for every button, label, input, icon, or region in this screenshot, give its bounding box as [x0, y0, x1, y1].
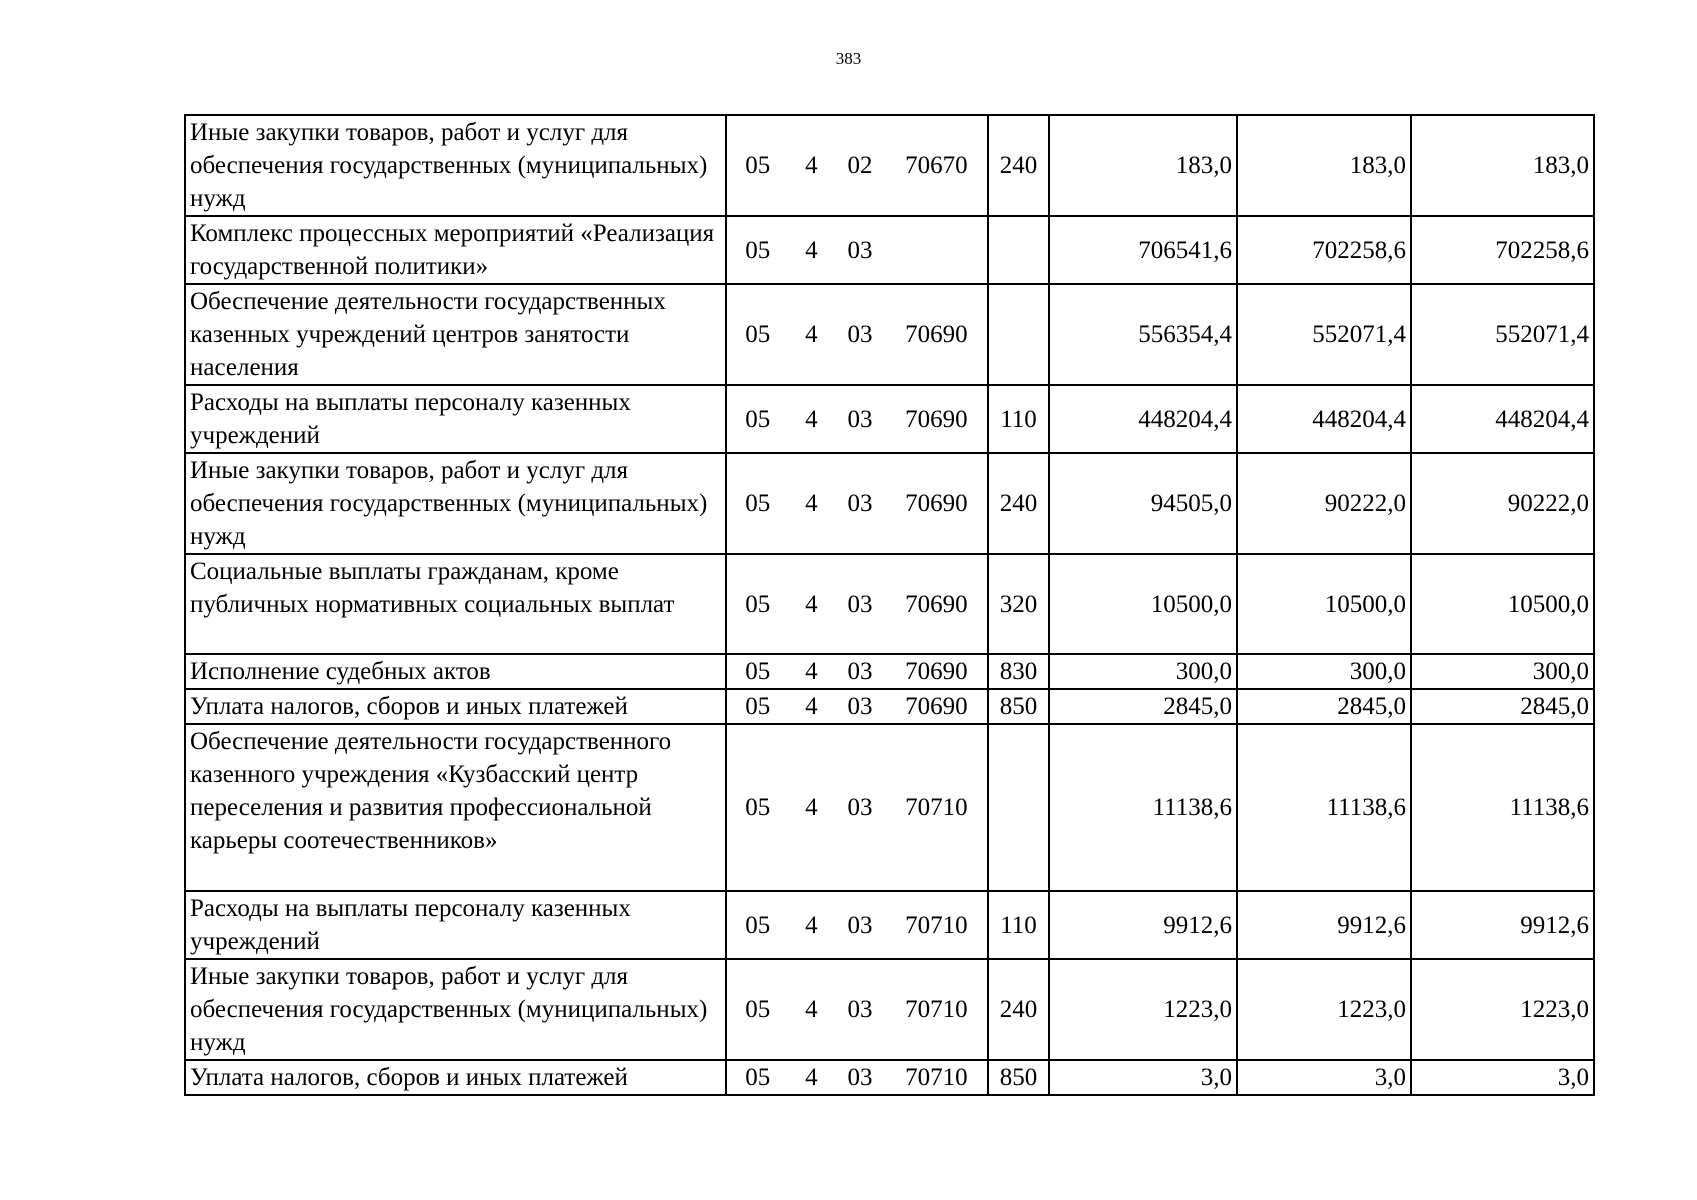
amount-year-3: 300,0: [1411, 654, 1594, 689]
expense-type-code: 320: [988, 554, 1049, 654]
amount-year-2: 702258,6: [1237, 216, 1411, 284]
row-description: Иные закупки товаров, работ и услуг для обеспечения государственных (муниципальных) нужд: [185, 453, 726, 554]
code-structural-element: 02: [847, 152, 873, 179]
amount-year-1: 300,0: [1049, 654, 1237, 689]
amount-year-2: 1223,0: [1237, 959, 1411, 1060]
amount-year-2: 448204,4: [1237, 385, 1411, 453]
table-row: [185, 385, 1594, 453]
expense-type-code: [988, 216, 1049, 284]
table-row: [185, 216, 1594, 284]
code-structural-element: 03: [847, 996, 873, 1023]
code-group: [727, 318, 987, 351]
amount-year-3: 90222,0: [1411, 453, 1594, 554]
row-description: Социальные выплаты гражданам, кроме публичных нормативных социальных выплат: [185, 554, 726, 654]
classification-code: [726, 284, 988, 385]
table-row: [185, 554, 1594, 654]
amount-year-2: 9912,6: [1237, 891, 1411, 959]
code-subprogram: 4: [805, 405, 818, 433]
code-program: 05: [745, 405, 771, 433]
amount-year-3: 183,0: [1411, 115, 1594, 216]
page-number: 383: [835, 49, 862, 68]
classification-code: [726, 216, 988, 284]
code-direction: 70690: [905, 658, 968, 685]
amount-year-1: 10500,0: [1049, 554, 1237, 654]
code-structural-element: 03: [847, 236, 873, 264]
amount-year-2: 11138,6: [1237, 724, 1411, 891]
table-row: [185, 654, 1594, 689]
table-row: [185, 891, 1594, 959]
expense-type-code: 850: [988, 1060, 1049, 1095]
code-direction: 70710: [905, 911, 968, 939]
code-structural-element: 03: [847, 590, 873, 618]
code-program: 05: [745, 490, 771, 517]
code-subprogram: 4: [805, 996, 818, 1023]
code-program: 05: [745, 236, 771, 264]
amount-year-2: 552071,4: [1237, 284, 1411, 385]
code-structural-element: 03: [847, 490, 873, 517]
row-description: Иные закупки товаров, работ и услуг для обеспечения государственных (муниципальных) нужд: [185, 959, 726, 1060]
classification-code: [726, 115, 988, 216]
budget-table: [184, 114, 1595, 1096]
code-group: [727, 791, 987, 824]
code-group: [727, 655, 987, 688]
code-group: [727, 993, 987, 1026]
code-group: [727, 909, 987, 942]
code-group: [727, 1061, 987, 1094]
amount-year-1: 2845,0: [1049, 689, 1237, 724]
code-program: 05: [745, 152, 771, 179]
amount-year-1: 11138,6: [1049, 724, 1237, 891]
code-direction: 70690: [905, 405, 968, 433]
amount-year-1: 448204,4: [1049, 385, 1237, 453]
code-program: 05: [745, 693, 771, 720]
amount-year-2: 3,0: [1237, 1060, 1411, 1095]
code-structural-element: 03: [847, 911, 873, 939]
amount-year-1: 94505,0: [1049, 453, 1237, 554]
table-row: [185, 284, 1594, 385]
code-structural-element: 03: [847, 794, 873, 821]
code-direction: 70710: [905, 1064, 968, 1091]
code-group: [727, 588, 987, 621]
expense-type-code: 830: [988, 654, 1049, 689]
amount-year-3: 2845,0: [1411, 689, 1594, 724]
amount-year-3: 9912,6: [1411, 891, 1594, 959]
expense-type-code: 240: [988, 453, 1049, 554]
amount-year-1: 3,0: [1049, 1060, 1237, 1095]
row-description: Расходы на выплаты персоналу казенных учреждений: [185, 385, 726, 453]
table-row: [185, 724, 1594, 891]
code-direction: 70690: [905, 321, 968, 348]
classification-code: [726, 654, 988, 689]
code-subprogram: 4: [805, 590, 818, 618]
classification-code: [726, 554, 988, 654]
code-subprogram: 4: [805, 152, 818, 179]
row-description: Обеспечение деятельности государственного казенного учреждения «Кузбасский центр переселения и развития профессиональной карьеры соотечественников»: [185, 724, 726, 891]
code-subprogram: 4: [805, 321, 818, 348]
row-description: Комплекс процессных мероприятий «Реализация государственной политики»: [185, 216, 726, 284]
table-row: [185, 453, 1594, 554]
row-description: Исполнение судебных актов: [185, 654, 726, 689]
code-group: [727, 234, 987, 267]
classification-code: [726, 385, 988, 453]
amount-year-3: 10500,0: [1411, 554, 1594, 654]
classification-code: [726, 1060, 988, 1095]
expense-type-code: 240: [988, 959, 1049, 1060]
classification-code: [726, 959, 988, 1060]
code-direction: 70690: [905, 590, 968, 618]
code-subprogram: 4: [805, 911, 818, 939]
code-group: [727, 690, 987, 723]
expense-type-code: 240: [988, 115, 1049, 216]
amount-year-1: 9912,6: [1049, 891, 1237, 959]
expense-type-code: [988, 724, 1049, 891]
code-program: 05: [745, 658, 771, 685]
table-row: [185, 115, 1594, 216]
classification-code: [726, 453, 988, 554]
amount-year-1: 1223,0: [1049, 959, 1237, 1060]
amount-year-3: 3,0: [1411, 1060, 1594, 1095]
amount-year-1: 183,0: [1049, 115, 1237, 216]
row-description: Обеспечение деятельности государственных казенных учреждений центров занятости населения: [185, 284, 726, 385]
classification-code: [726, 689, 988, 724]
code-subprogram: 4: [805, 1064, 818, 1091]
code-direction: 70670: [905, 152, 968, 179]
table-row: [185, 1060, 1594, 1095]
table-row: [185, 959, 1594, 1060]
amount-year-1: 706541,6: [1049, 216, 1237, 284]
code-program: 05: [745, 590, 771, 618]
expense-type-code: [988, 284, 1049, 385]
code-subprogram: 4: [805, 490, 818, 517]
code-structural-element: 03: [847, 405, 873, 433]
code-structural-element: 03: [847, 658, 873, 685]
code-subprogram: 4: [805, 794, 818, 821]
code-program: 05: [745, 996, 771, 1023]
code-direction: 70710: [905, 794, 968, 821]
code-direction: 70710: [905, 996, 968, 1023]
expense-type-code: 850: [988, 689, 1049, 724]
code-direction: 70690: [905, 693, 968, 720]
row-description: Уплата налогов, сборов и иных платежей: [185, 1060, 726, 1095]
amount-year-2: 300,0: [1237, 654, 1411, 689]
amount-year-3: 702258,6: [1411, 216, 1594, 284]
classification-code: [726, 724, 988, 891]
amount-year-2: 183,0: [1237, 115, 1411, 216]
code-group: [727, 403, 987, 436]
amount-year-3: 1223,0: [1411, 959, 1594, 1060]
code-program: 05: [745, 321, 771, 348]
row-description: Уплата налогов, сборов и иных платежей: [185, 689, 726, 724]
code-program: 05: [745, 794, 771, 821]
table-row: [185, 689, 1594, 724]
amount-year-1: 556354,4: [1049, 284, 1237, 385]
expense-type-code: 110: [988, 891, 1049, 959]
amount-year-3: 552071,4: [1411, 284, 1594, 385]
code-group: [727, 149, 987, 182]
expense-type-code: 110: [988, 385, 1049, 453]
code-direction: 70690: [905, 490, 968, 517]
code-subprogram: 4: [805, 236, 818, 264]
code-subprogram: 4: [805, 658, 818, 685]
amount-year-2: 90222,0: [1237, 453, 1411, 554]
code-structural-element: 03: [847, 693, 873, 720]
row-description: Иные закупки товаров, работ и услуг для обеспечения государственных (муниципальных) нужд: [185, 115, 726, 216]
code-program: 05: [745, 1064, 771, 1091]
row-description: Расходы на выплаты персоналу казенных учреждений: [185, 891, 726, 959]
amount-year-3: 448204,4: [1411, 385, 1594, 453]
amount-year-2: 2845,0: [1237, 689, 1411, 724]
code-group: [727, 487, 987, 520]
amount-year-2: 10500,0: [1237, 554, 1411, 654]
code-subprogram: 4: [805, 693, 818, 720]
code-structural-element: 03: [847, 321, 873, 348]
amount-year-3: 11138,6: [1411, 724, 1594, 891]
classification-code: [726, 891, 988, 959]
code-program: 05: [745, 911, 771, 939]
code-structural-element: 03: [847, 1064, 873, 1091]
budget-table-body: [185, 115, 1594, 1095]
